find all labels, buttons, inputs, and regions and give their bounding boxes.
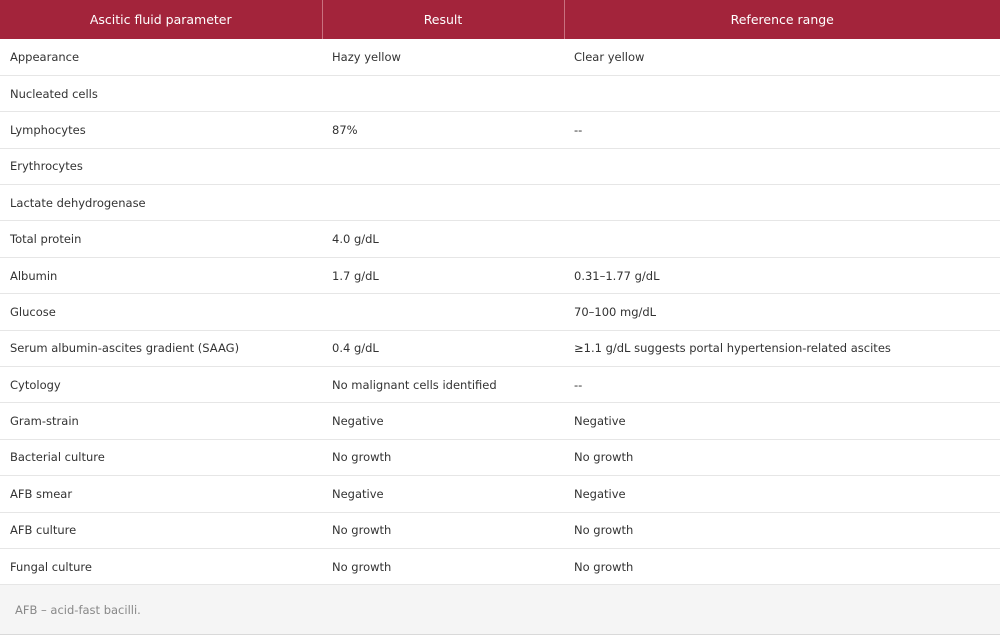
cell-reference: Negative bbox=[564, 476, 1000, 512]
cell-reference: No growth bbox=[564, 548, 1000, 584]
table-row bbox=[0, 403, 1000, 439]
cell-parameter: Appearance bbox=[0, 39, 322, 75]
table-body bbox=[0, 39, 1000, 585]
cell-result: Negative bbox=[322, 476, 564, 512]
cell-reference: No growth bbox=[564, 439, 1000, 475]
table-row bbox=[0, 39, 1000, 75]
cell-parameter: Glucose bbox=[0, 294, 322, 330]
cell-reference: 0.31–1.77 g/dL bbox=[564, 257, 1000, 293]
cell-reference: -- bbox=[564, 367, 1000, 403]
header-parameter: Ascitic fluid parameter bbox=[0, 0, 322, 39]
cell-result: Hazy yellow bbox=[322, 39, 564, 75]
cell-result: No growth bbox=[322, 512, 564, 548]
table-header bbox=[0, 0, 1000, 39]
table-row bbox=[0, 257, 1000, 293]
cell-result bbox=[322, 148, 564, 184]
table-row bbox=[0, 221, 1000, 257]
table-row bbox=[0, 548, 1000, 584]
table-row bbox=[0, 439, 1000, 475]
cell-reference: Negative bbox=[564, 403, 1000, 439]
cell-result: 1.7 g/dL bbox=[322, 257, 564, 293]
cell-result: No malignant cells identified bbox=[322, 367, 564, 403]
table-row bbox=[0, 75, 1000, 111]
cell-reference bbox=[564, 221, 1000, 257]
table-row bbox=[0, 148, 1000, 184]
table-row bbox=[0, 367, 1000, 403]
cell-result bbox=[322, 75, 564, 111]
cell-reference: No growth bbox=[564, 512, 1000, 548]
cell-parameter: AFB smear bbox=[0, 476, 322, 512]
cell-reference: 70–100 mg/dL bbox=[564, 294, 1000, 330]
cell-result: 87% bbox=[322, 112, 564, 148]
cell-parameter: Fungal culture bbox=[0, 548, 322, 584]
cell-parameter: Serum albumin-ascites gradient (SAAG) bbox=[0, 330, 322, 366]
header-reference-range: Reference range bbox=[564, 0, 1000, 39]
cell-reference: ≥1.1 g/dL suggests portal hypertension-related ascites bbox=[564, 330, 1000, 366]
cell-parameter: Lactate dehydrogenase bbox=[0, 185, 322, 221]
table-row bbox=[0, 512, 1000, 548]
table-row bbox=[0, 330, 1000, 366]
cell-result: 0.4 g/dL bbox=[322, 330, 564, 366]
table-row bbox=[0, 294, 1000, 330]
cell-parameter: Gram-strain bbox=[0, 403, 322, 439]
cell-reference bbox=[564, 148, 1000, 184]
cell-parameter: Cytology bbox=[0, 367, 322, 403]
cell-reference: Clear yellow bbox=[564, 39, 1000, 75]
cell-result: No growth bbox=[322, 548, 564, 584]
footnote: AFB – acid-fast bacilli. bbox=[15, 603, 141, 617]
cell-reference: -- bbox=[564, 112, 1000, 148]
table-row bbox=[0, 185, 1000, 221]
cell-parameter: Lymphocytes bbox=[0, 112, 322, 148]
cell-parameter: Bacterial culture bbox=[0, 439, 322, 475]
table-row bbox=[0, 476, 1000, 512]
cell-reference bbox=[564, 185, 1000, 221]
cell-parameter: Erythrocytes bbox=[0, 148, 322, 184]
cell-result bbox=[322, 185, 564, 221]
cell-result: 4.0 g/dL bbox=[322, 221, 564, 257]
cell-result: Negative bbox=[322, 403, 564, 439]
cell-reference bbox=[564, 75, 1000, 111]
cell-result bbox=[322, 294, 564, 330]
cell-parameter: Total protein bbox=[0, 221, 322, 257]
cell-parameter: AFB culture bbox=[0, 512, 322, 548]
cell-result: No growth bbox=[322, 439, 564, 475]
cell-parameter: Nucleated cells bbox=[0, 75, 322, 111]
cell-parameter: Albumin bbox=[0, 257, 322, 293]
table-row bbox=[0, 112, 1000, 148]
header-row bbox=[0, 0, 1000, 39]
footnote-row bbox=[0, 585, 1000, 635]
header-result: Result bbox=[322, 0, 564, 39]
